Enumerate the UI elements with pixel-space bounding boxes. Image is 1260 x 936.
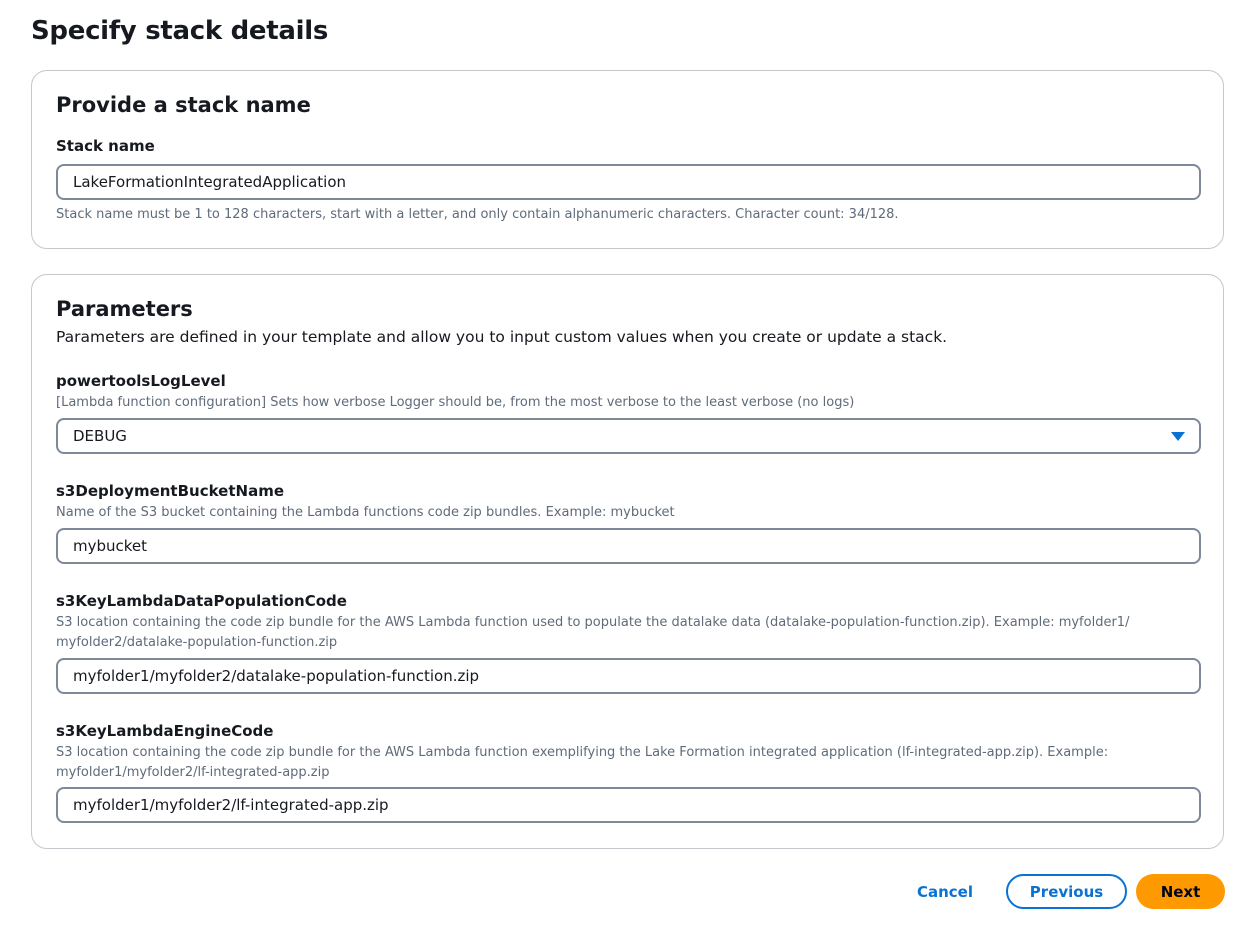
next-button[interactable]: Next <box>1136 874 1225 909</box>
param-label-s3KeyLambdaEngineCode: s3KeyLambdaEngineCode <box>56 722 274 740</box>
stack-name-help: Stack name must be 1 to 128 characters, start with a letter, and only contain alphanumeric characters. Character count: 34/128. <box>56 207 899 222</box>
param-desc-powertoolsLogLevel: [Lambda function configuration] Sets how verbose Logger should be, from the most verbose to the least verbose (no logs) <box>56 395 855 410</box>
param-desc-s3KeyLambdaDataPopulationCode: S3 location containing the code zip bundle for the AWS Lambda function used to populate the datalake data (datalake-population-function.zip). Example: myfolder1/ myfolder2/datalake-population-function.zip <box>56 615 1130 650</box>
param-desc-s3DeploymentBucketName: Name of the S3 bucket containing the Lambda functions code zip bundles. Example: mybucket <box>56 505 675 520</box>
s3KeyLambdaEngineCode-input[interactable]: myfolder1/myfolder2/lf-integrated-app.zip <box>56 787 1201 823</box>
param-label-s3KeyLambdaDataPopulationCode: s3KeyLambdaDataPopulationCode <box>56 592 347 610</box>
parameters-panel <box>31 274 1224 849</box>
parameters-heading: Parameters <box>56 297 193 321</box>
stack-name-panel <box>31 70 1224 249</box>
page-title: Specify stack details <box>31 16 329 46</box>
select-value: DEBUG <box>73 427 127 445</box>
s3KeyLambdaDataPopulationCode-input[interactable]: myfolder1/myfolder2/datalake-population-function.zip <box>56 658 1201 694</box>
cancel-button[interactable]: Cancel <box>916 882 973 901</box>
param-desc-s3KeyLambdaEngineCode: S3 location containing the code zip bundle for the AWS Lambda function exemplifying the Lake Formation integrated application (lf-integrated-app.zip). Example: myfolder1/myfolder2/lf-integrated-app.zip <box>56 745 1109 780</box>
s3DeploymentBucketName-input[interactable]: mybucket <box>56 528 1201 564</box>
stack-name-input[interactable]: LakeFormationIntegratedApplication <box>56 164 1201 200</box>
caret-down-icon <box>1171 432 1185 441</box>
stack-name-label: Stack name <box>56 137 155 155</box>
stack-name-heading: Provide a stack name <box>56 93 311 117</box>
previous-button[interactable]: Previous <box>1006 874 1127 909</box>
param-label-s3DeploymentBucketName: s3DeploymentBucketName <box>56 482 285 500</box>
param-label-powertoolsLogLevel: powertoolsLogLevel <box>56 372 226 390</box>
parameters-description: Parameters are defined in your template and allow you to input custom values when you create or update a stack. <box>56 328 948 346</box>
powertoolsLogLevel-select[interactable] <box>56 418 1201 454</box>
